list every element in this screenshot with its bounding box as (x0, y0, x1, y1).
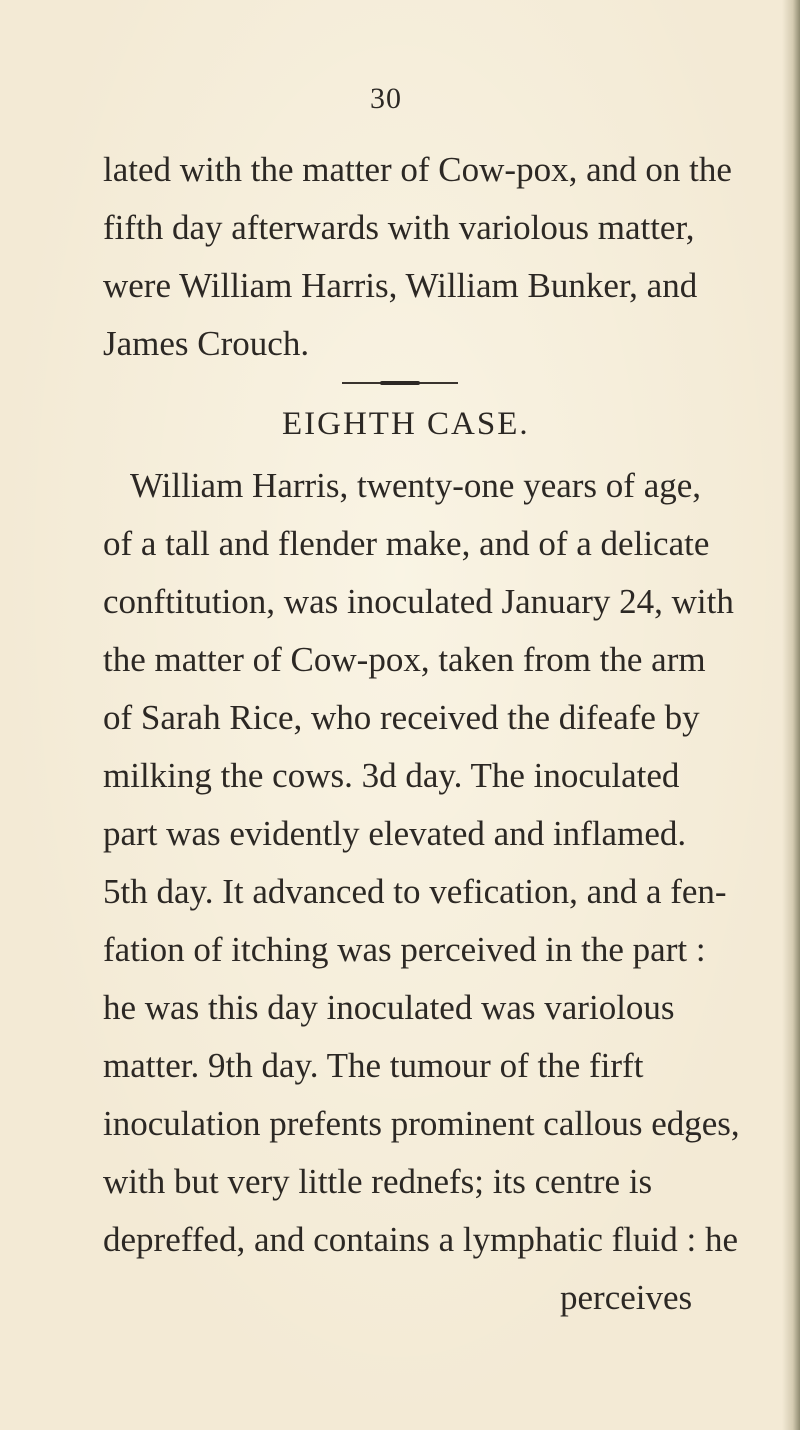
line-text: depreffed, and contains a lymphatic fluid : he (103, 1220, 738, 1259)
line-text: were William Harris, William Bunker, and (103, 266, 698, 305)
line-text: with but very little rednefs; its centre is (103, 1162, 653, 1201)
page-edge-shadow (782, 0, 800, 1430)
section-heading: EIGHTH CASE. (282, 406, 530, 442)
line-text: part was evidently elevated and inflamed. (103, 814, 687, 853)
line-text: lated with the matter of Cow-pox, and on the (103, 150, 732, 189)
line-text: conftitution, was inoculated January 24, with (103, 582, 734, 621)
line-text: milking the cows. 3d day. The inoculated (103, 756, 680, 795)
line-text: inoculation prefents prominent callous edges, (103, 1104, 740, 1143)
line-text: of a tall and flender make, and of a delicate (103, 524, 710, 563)
line-text: 5th day. It advanced to vefication, and a fen- (103, 872, 727, 911)
section-divider (342, 382, 458, 384)
line-text: of Sarah Rice, who received the difeafe by (103, 698, 700, 737)
page-number: 30 (370, 82, 402, 115)
line-text: fation of itching was perceived in the part : (103, 930, 706, 969)
line-text: the matter of Cow-pox, taken from the arm (103, 640, 706, 679)
line-text: James Crouch. (103, 324, 310, 363)
line-text: William Harris, twenty-one years of age, (130, 466, 702, 505)
line-text: he was this day inoculated was variolous (103, 988, 675, 1027)
line-text: matter. 9th day. The tumour of the firft (103, 1046, 644, 1085)
catchword: perceives (560, 1278, 693, 1317)
line-text: fifth day afterwards with variolous matter, (103, 208, 695, 247)
